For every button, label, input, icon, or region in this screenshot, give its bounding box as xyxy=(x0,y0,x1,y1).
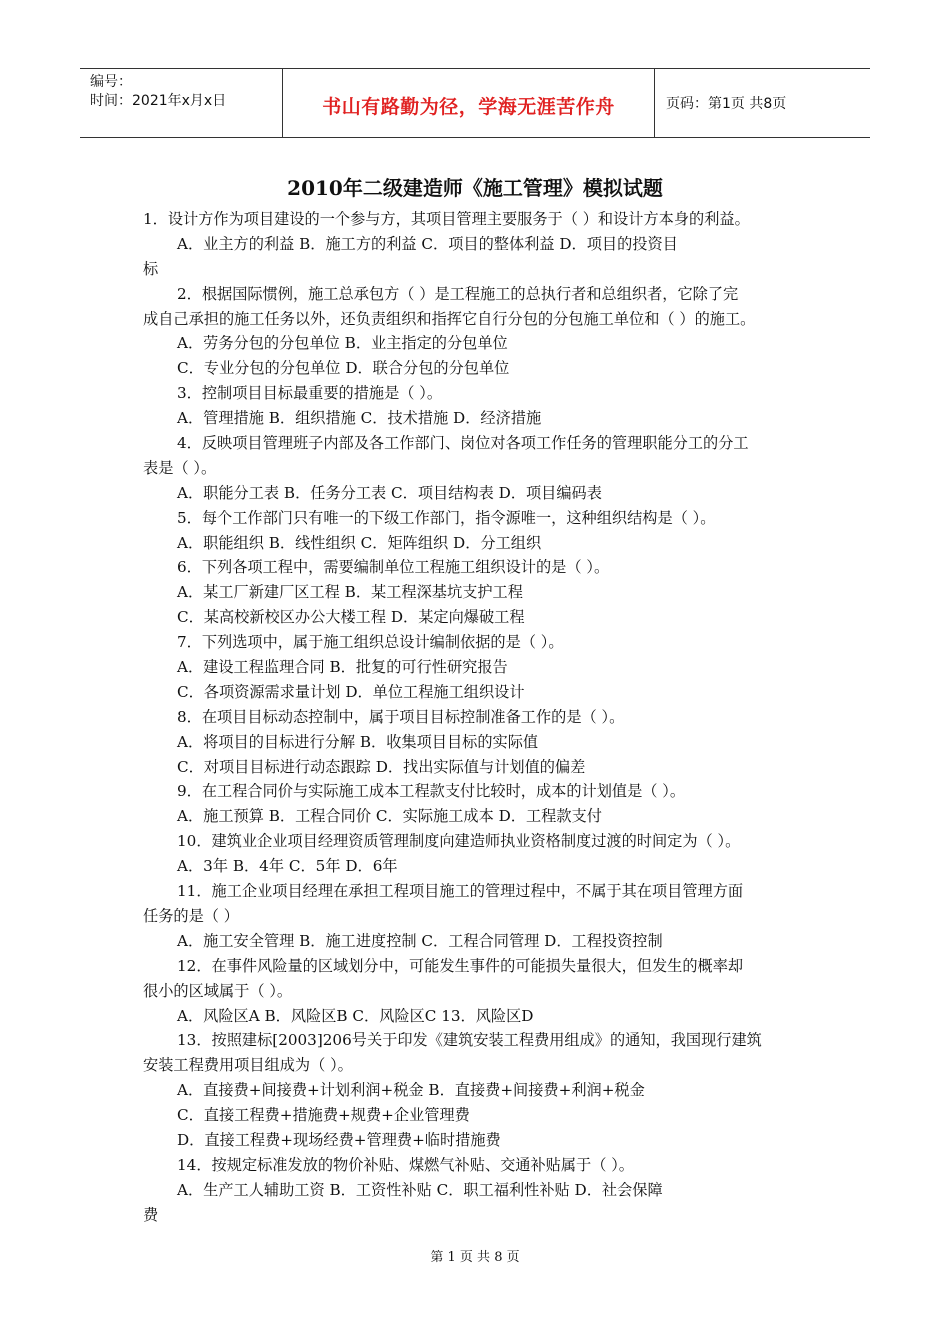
text-line: A．生产工人辅助工资 B．工资性补贴 C．职工福利性补贴 D．社会保障 xyxy=(177,1180,663,1199)
document-title: 2010年二级建造师《施工管理》模拟试题 xyxy=(287,176,663,200)
text-line: D．直接工程费+现场经费+管理费+临时措施费 xyxy=(177,1130,501,1149)
text-line: 6．下列各项工程中，需要编制单位工程施工组织设计的是（ ）。 xyxy=(177,558,610,577)
text-line: A．劳务分包的分包单位 B．业主指定的分包单位 xyxy=(177,334,508,353)
text-line: 任务的是（ ） xyxy=(143,906,239,925)
text-line: C．直接工程费+措施费+规费+企业管理费 xyxy=(177,1106,470,1125)
text-line: 安装工程费用项目组成为（ ）。 xyxy=(143,1056,353,1075)
motto-text: 书山有路勤为径，学海无涯苦作舟 xyxy=(322,96,615,118)
text-line: A．职能组织 B．线性组织 C．矩阵组织 D．分工组织 xyxy=(177,533,542,552)
text-line: 5．每个工作部门只有唯一的下级工作部门，指令源唯一，这种组织结构是（ ）。 xyxy=(177,508,716,527)
text-line: 成自己承担的施工任务以外，还负责组织和指挥它自行分包的分包施工单位和（ ）的施工。 xyxy=(143,309,756,328)
text-line: A．将项目的目标进行分解 B．收集项目目标的实际值 xyxy=(177,732,539,751)
text-line: 12．在事件风险量的区域划分中，可能发生事件的可能损失量很大，但发生的概率却 xyxy=(177,956,744,975)
text-line: 1．设计方作为项目建设的一个参与方，其项目管理主要服务于（ ）和设计方本身的利益。 xyxy=(143,210,750,228)
header-info-cell xyxy=(80,69,282,137)
text-line: 费 xyxy=(143,1205,159,1224)
text-line: C．对项目目标进行动态跟踪 D．找出实际值与计划值的偏差 xyxy=(177,757,586,776)
number-label: 编号： xyxy=(90,74,132,90)
text-line: 很小的区域属于（ ）。 xyxy=(143,981,293,1000)
text-line: C．各项资源需求量计划 D．单位工程施工组织设计 xyxy=(177,682,525,701)
text-line: 7．下列选项中，属于施工组织总设计编制依据的是（ ）。 xyxy=(177,633,564,652)
text-line: A．建设工程监理合同 B．批复的可行性研究报告 xyxy=(177,658,508,677)
text-line: 4．反映项目管理班子内部及各工作部门、岗位对各项工作任务的管理职能分工的分工 xyxy=(177,434,749,453)
text-line: 表是（ ）。 xyxy=(143,458,217,477)
question-body xyxy=(143,207,813,1228)
time-label: 时间：2021年x月x日 xyxy=(90,93,227,109)
text-line: A．风险区A B．风险区B C．风险区C 13．风险区D xyxy=(177,1006,534,1025)
text-line: A．管理措施 B．组织措施 C．技术措施 D．经济措施 xyxy=(177,409,542,428)
text-line: A．施工预算 B．工程合同价 C．实际施工成本 D．工程款支付 xyxy=(177,807,602,826)
text-line: 14．按规定标准发放的物价补贴、煤燃气补贴、交通补贴属于（ ）。 xyxy=(177,1155,634,1174)
text-line: 8．在项目目标动态控制中，属于项目目标控制准备工作的是（ ）。 xyxy=(177,707,625,726)
text-line: A．施工安全管理 B．施工进度控制 C．工程合同管理 D．工程投资控制 xyxy=(177,931,663,950)
text-line: A．3年 B．4年 C．5年 D．6年 xyxy=(177,857,398,876)
text-line: C．某高校新校区办公大楼工程 D．某定向爆破工程 xyxy=(177,608,525,627)
text-line: A．某工厂新建厂区工程 B．某工程深基坑支护工程 xyxy=(177,583,523,602)
text-line: 10．建筑业企业项目经理资质管理制度向建造师执业资格制度过渡的时间定为（ ）。 xyxy=(177,832,741,851)
text-line: 9．在工程合同价与实际施工成本工程款支付比较时，成本的计划值是（ ）。 xyxy=(177,782,686,801)
text-line: 2．根据国际惯例，施工总承包方（ ）是工程施工的总执行者和总组织者，它除了完 xyxy=(177,284,739,303)
page-footer: 第 1 页 共 8 页 xyxy=(430,1250,520,1265)
text-line: 11．施工企业项目经理在承担工程项目施工的管理过程中，不属于其在项目管理方面 xyxy=(177,882,744,901)
header-page-cell xyxy=(655,69,870,137)
text-line: C．专业分包的分包单位 D．联合分包的分包单位 xyxy=(177,359,510,378)
page-info: 页码：第1页 共8页 xyxy=(666,96,787,112)
text-line: 标 xyxy=(143,259,159,278)
text-line: 3．控制项目目标最重要的措施是（ ）。 xyxy=(177,384,443,403)
text-line: 13．按照建标[2003]206号关于印发《建筑安装工程费用组成》的通知，我国现行建筑 xyxy=(177,1031,762,1050)
header-table xyxy=(80,68,870,138)
text-line: A．职能分工表 B．任务分工表 C．项目结构表 D．项目编码表 xyxy=(177,483,602,502)
header-motto-cell xyxy=(282,69,655,137)
text-line: A．业主方的利益 B．施工方的利益 C．项目的整体利益 D．项目的投资目 xyxy=(177,234,678,253)
text-line: A．直接费+间接费+计划利润+税金 B．直接费+间接费+利润+税金 xyxy=(177,1081,645,1100)
